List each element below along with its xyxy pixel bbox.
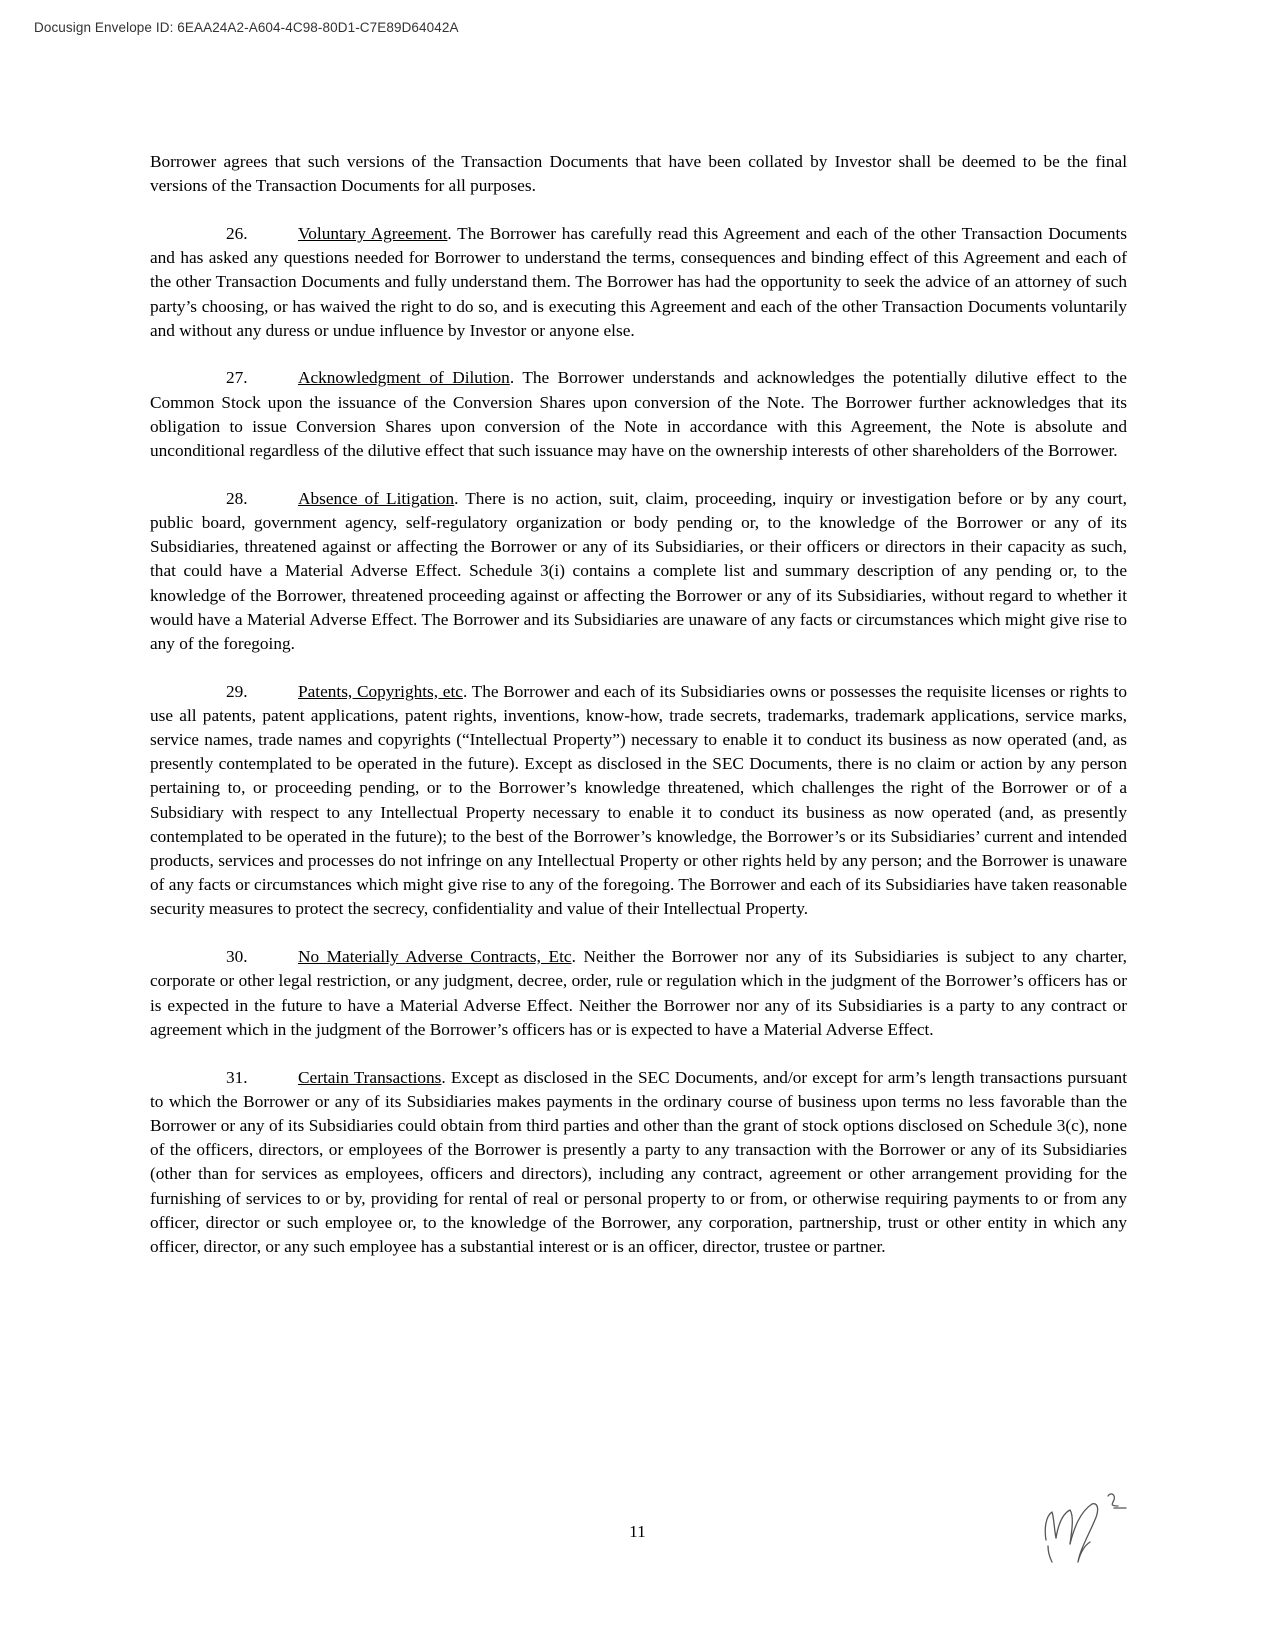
- section-26: [150, 222, 1127, 343]
- section-number: 30.: [226, 947, 248, 967]
- initials-signature: [1040, 1488, 1150, 1568]
- section-number: 29.: [226, 681, 248, 701]
- section-29: [150, 680, 1127, 922]
- section-31: [150, 1066, 1127, 1260]
- section-number: 26.: [226, 223, 248, 243]
- section-30: [150, 945, 1127, 1042]
- section-body: . Except as disclosed in the SEC Documents, and/or except for arm’s length transactions pursuant to which the Borrower or any of its Subsidiaries makes payments in the ordinary course of business upon terms no less favorable than the Borrower or any of its Subsidiaries could obtain from third parties and other than the grant of stock options disclosed on Schedule 3(c), none of the officers, directors, or employees of the Borrower is presently a party to any transaction with the Borrower or any of its Subsidiaries (other than for services as employees, officers and directors), including any contract, agreement or other arrangement providing for the furnishing of services to or by, providing for rental of real or personal property to or from, or otherwise requiring payments to or from any officer, director or such employee or, to the knowledge of the Borrower, any corporation, partnership, trust or other entity in which any officer, director, or any such employee has a substantial interest or is an officer, director, trustee or partner.: [150, 1067, 1127, 1256]
- section-body: . There is no action, suit, claim, proceeding, inquiry or investigation before or by any court, public board, government agency, self-regulatory organization or body pending or, to the knowledge of the Borrower or any of its Subsidiaries, threatened against or affecting the Borrower or any of its Subsidiaries, or their officers or directors in their capacity as such, that could have a Material Adverse Effect. Schedule 3(i) contains a complete list and summary description of any pending or, to the knowledge of the Borrower, threatened proceeding against or affecting the Borrower or any of its Subsidiaries, without regard to whether it would have a Material Adverse Effect. The Borrower and its Subsidiaries are unaware of any facts or circumstances which might give rise to any of the foregoing.: [150, 488, 1127, 653]
- section-body: . The Borrower has carefully read this Agreement and each of the other Transaction Documents and has asked any questions needed for Borrower to understand the terms, consequences and binding effect of this Agreement and each of the other Transaction Documents and fully understand them. The Borrower has had the opportunity to seek the advice of an attorney of such party’s choosing, or has waived the right to do so, and is executing this Agreement and each of the other Transaction Documents voluntarily and without any duress or undue influence by Investor or anyone else.: [150, 223, 1127, 340]
- section-body: . The Borrower understands and acknowledges the potentially dilutive effect to the Common Stock upon the issuance of the Conversion Shares upon conversion of the Note. The Borrower further acknowledges that its obligation to issue Conversion Shares upon conversion of the Note in accordance with this Agreement, the Note is absolute and unconditional regardless of the dilutive effect that such issuance may have on the ownership interests of other shareholders of the Borrower.: [150, 368, 1127, 461]
- section-heading: Absence of Litigation: [298, 488, 455, 508]
- section-body: . The Borrower and each of its Subsidiaries owns or possesses the requisite licenses or rights to use all patents, patent applications, patent rights, inventions, know-how, trade secrets, trademarks, trademark applications, service marks, service names, trade names and copyrights (“Intellectual Property”) necessary to enable it to conduct its business as now operated (and, as presently contemplated to be operated in the future). Except as disclosed in the SEC Documents, there is no claim or action by any person pertaining to, or proceeding pending, or to the Borrower’s knowledge threatened, which challenges the right of the Borrower or of a Subsidiary with respect to any Intellectual Property necessary to enable it to conduct its business as now operated (and, as presently contemplated to be operated in the future); to the best of the Borrower’s knowledge, the Borrower’s or its Subsidiaries’ current and intended products, services and processes do not infringe on any Intellectual Property or other rights held by any person; and the Borrower is unaware of any facts or circumstances which might give rise to any of the foregoing. The Borrower and each of its Subsidiaries have taken reasonable security measures to protect the secrecy, confidentiality and value of their Intellectual Property.: [150, 681, 1127, 919]
- section-heading: Patents, Copyrights, etc: [298, 681, 463, 701]
- section-27: [150, 366, 1127, 463]
- section-number: 31.: [226, 1067, 248, 1087]
- section-heading: Voluntary Agreement: [298, 223, 448, 243]
- section-heading: No Materially Adverse Contracts, Etc: [298, 947, 572, 967]
- section-28: [150, 487, 1127, 656]
- document-body: [150, 150, 1127, 1283]
- intro-paragraph: Borrower agrees that such versions of the Transaction Documents that have been collated by Investor shall be deemed to be the final versions of the Transaction Documents for all purposes.: [150, 152, 1127, 196]
- docusign-envelope-id: Docusign Envelope ID: 6EAA24A2-A604-4C98-80D1-C7E89D64042A: [34, 20, 459, 35]
- section-number: 28.: [226, 488, 248, 508]
- section-heading: Certain Transactions: [298, 1067, 442, 1087]
- section-number: 27.: [226, 368, 248, 388]
- section-heading: Acknowledgment of Dilution: [298, 368, 510, 388]
- section-body: . Neither the Borrower nor any of its Subsidiaries is subject to any charter, corporate or other legal restriction, or any judgment, decree, order, rule or regulation which in the judgment of the Borrower’s officers has or is expected in the future to have a Material Adverse Effect. Neither the Borrower nor any of its Subsidiaries is a party to any contract or agreement which in the judgment of the Borrower’s officers has or is expected to have a Material Adverse Effect.: [150, 947, 1127, 1039]
- page-number: 11: [629, 1522, 646, 1541]
